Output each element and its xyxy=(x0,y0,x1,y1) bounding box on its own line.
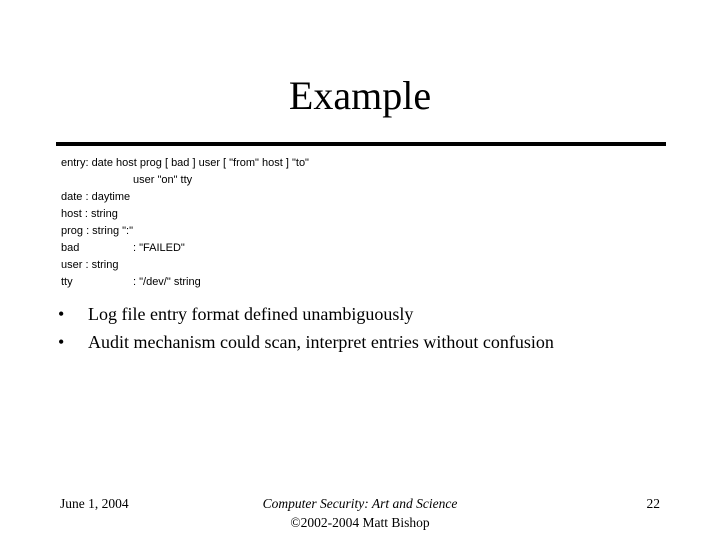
grammar-key: host : string xyxy=(61,208,118,220)
grammar-line xyxy=(61,172,193,189)
grammar-line xyxy=(61,274,201,291)
slide-title: Example xyxy=(288,73,432,118)
grammar-key: user : string xyxy=(61,259,119,271)
footer-page-number: 22 xyxy=(646,496,660,511)
grammar-line xyxy=(61,240,185,257)
grammar-key: entry: date host prog [ bad ] user [ "from" host ] "to" xyxy=(61,157,309,169)
grammar-key: tty xyxy=(61,276,73,288)
title-rule xyxy=(56,142,666,146)
grammar-value: : "/dev/" string xyxy=(133,276,201,288)
grammar-key: bad xyxy=(61,242,80,254)
grammar-line xyxy=(61,223,134,240)
grammar-block xyxy=(61,155,309,291)
grammar-line xyxy=(61,155,309,172)
bullet-text: Audit mechanism could scan, interpret entries without confusion xyxy=(88,332,554,352)
grammar-line xyxy=(61,189,131,206)
grammar-key: prog : string ":" xyxy=(61,225,134,237)
footer-center xyxy=(0,494,720,532)
footer-date: June 1, 2004 xyxy=(60,496,129,511)
grammar-key: date : daytime xyxy=(61,191,131,203)
bullet-marker: • xyxy=(58,332,65,352)
grammar-value: user "on" tty xyxy=(133,174,193,186)
bullet-text: Log file entry format defined unambiguously xyxy=(88,304,414,324)
grammar-line xyxy=(61,257,119,274)
footer-book-title: Computer Security: Art and Science xyxy=(262,496,458,511)
footer-copyright: ©2002-2004 Matt Bishop xyxy=(290,515,430,530)
grammar-value: : "FAILED" xyxy=(133,242,185,254)
bullet-marker: • xyxy=(58,304,65,324)
grammar-line xyxy=(61,206,118,223)
